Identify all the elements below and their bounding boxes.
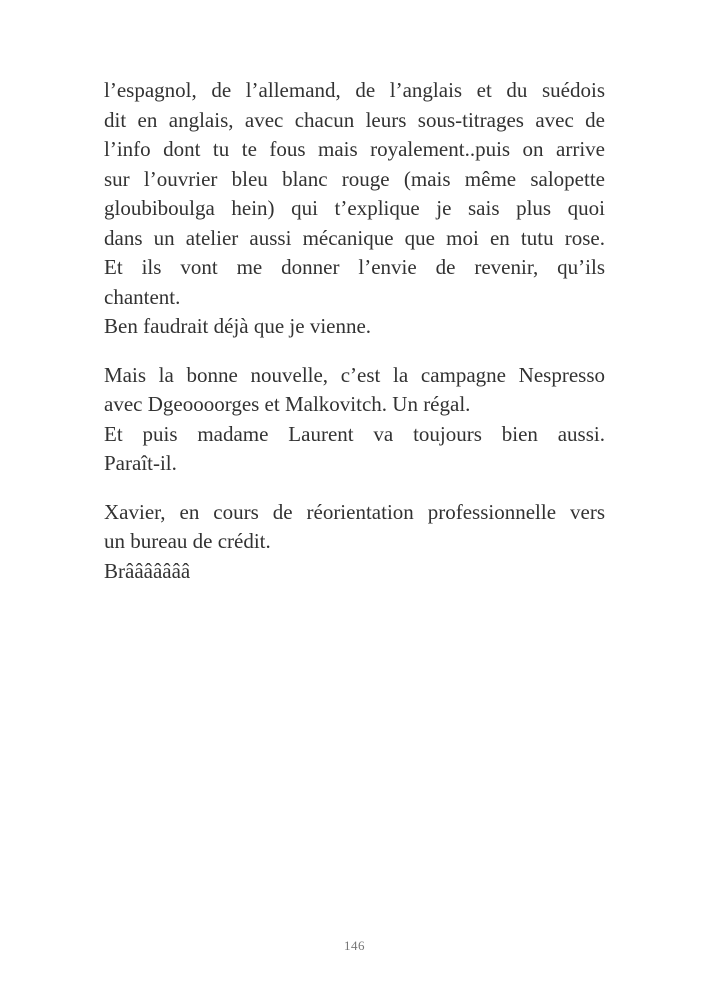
page-text-block xyxy=(104,76,605,586)
text-line: dit en anglais, avec chacun leurs sous-titrages avec de xyxy=(104,107,605,132)
text-line: Xavier, en cours de réorientation professionnelle vers xyxy=(104,499,605,524)
text-line: Brâââââââ xyxy=(104,558,191,583)
paragraph xyxy=(104,361,605,479)
text-line: l’info dont tu te fous mais royalement..puis on arrive xyxy=(104,137,605,161)
text-line: gloubiboulga hein) qui t’explique je sais plus quoi xyxy=(104,196,605,220)
text-line: Ben faudrait déjà que je vienne. xyxy=(104,314,372,338)
paragraph xyxy=(104,498,605,587)
paragraph xyxy=(104,76,605,342)
text-line: dans un atelier aussi mécanique que moi en tutu rose. xyxy=(104,225,605,250)
text-line: avec Dgeoooorges et Malkovitch. Un régal. xyxy=(104,392,471,416)
text-line: sur l’ouvrier bleu blanc rouge (mais même salopette xyxy=(104,166,605,191)
text-line: Paraît-il. xyxy=(104,451,177,475)
text-line: l’espagnol, de l’allemand, de l’anglais et du suédois xyxy=(104,78,605,102)
text-line: Et ils vont me donner l’envie de revenir, qu’ils xyxy=(104,255,605,279)
text-line: un bureau de crédit. xyxy=(104,529,271,553)
page-number: 146 xyxy=(344,938,365,953)
text-line: Et puis madame Laurent va toujours bien aussi. xyxy=(104,421,605,446)
text-line: chantent. xyxy=(104,284,181,309)
text-line: Mais la bonne nouvelle, c’est la campagne Nespresso xyxy=(104,362,605,387)
